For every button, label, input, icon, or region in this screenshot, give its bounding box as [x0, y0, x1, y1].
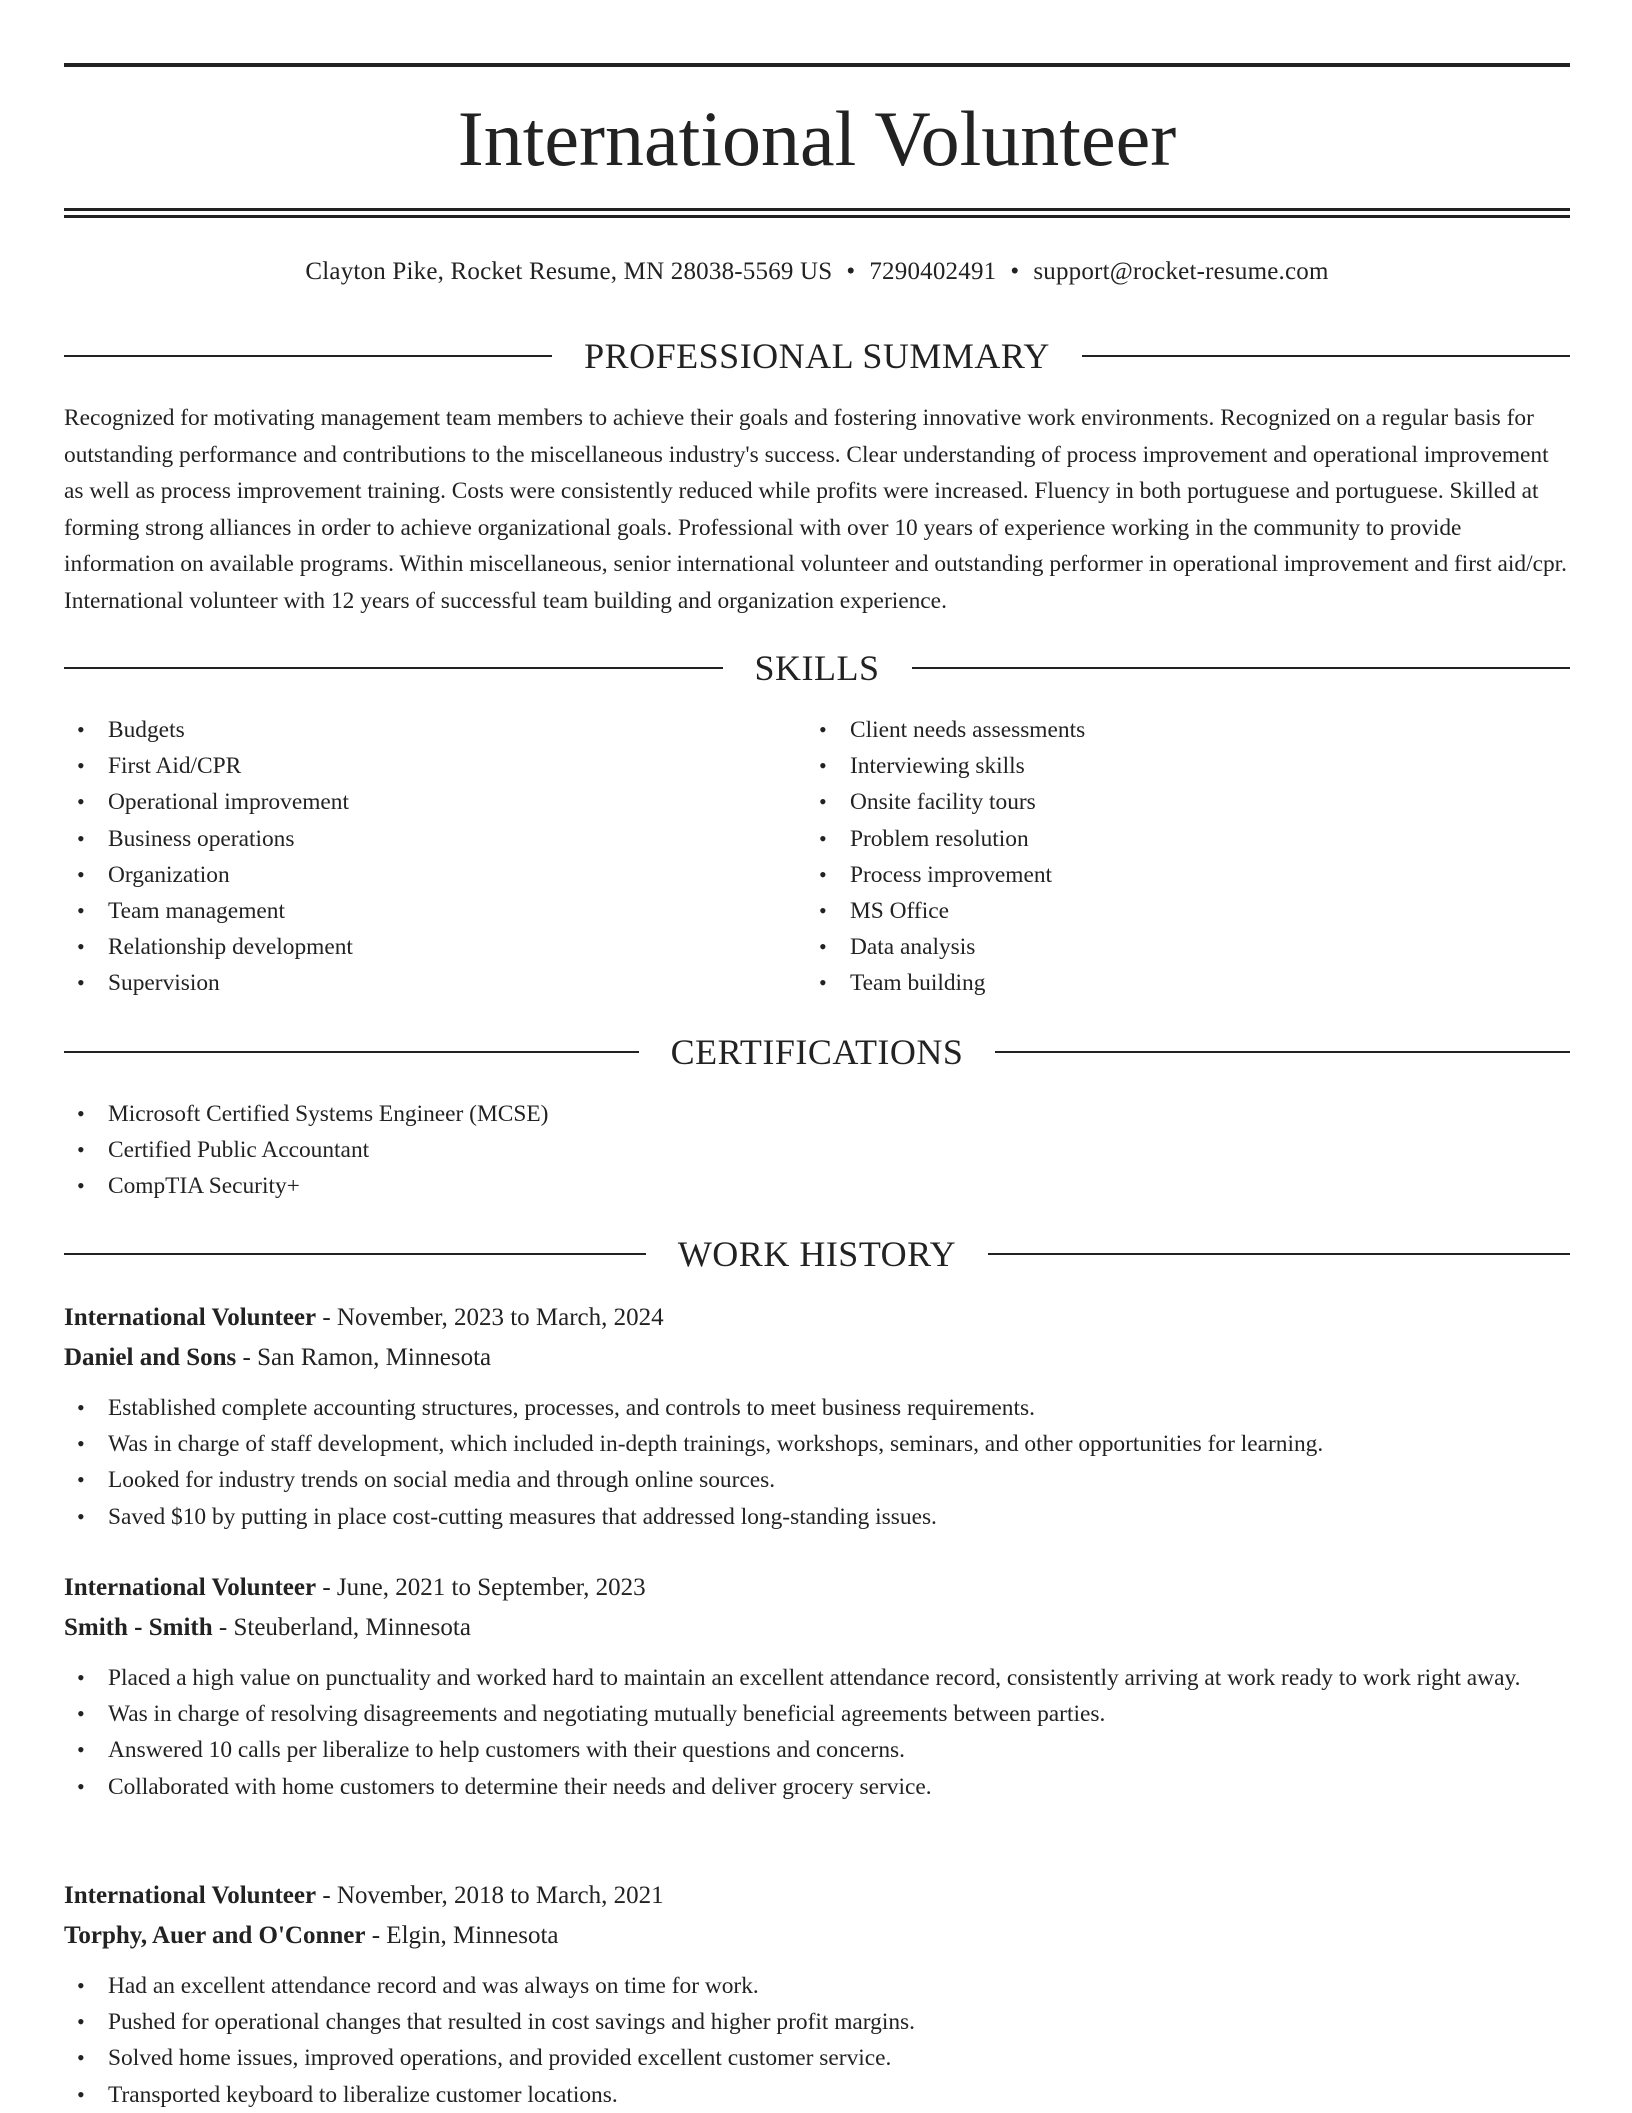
skills-list-left: [64, 712, 806, 1002]
skill-item: • MS Office: [806, 893, 1548, 929]
skill-item: • Operational improvement: [64, 784, 806, 820]
skills-heading: [64, 648, 1570, 688]
job-entry: [64, 1298, 1570, 1535]
summary-text: Recognized for motivating management team members to achieve their goals and fostering innovative work environments. Recognized on a regular basis for outstanding performance and contributions to the miscellaneous industry's success. Clear understanding of process improvement and operational improvement as well as process improvement training. Costs were consistently reduced while profits were increased. Fluency in both portuguese and portuguese. Skilled at forming strong alliances in order to achieve organizational goals. Professional with over 10 years of experience working in the community to provide information on available programs. Within miscellaneous, senior international volunteer and outstanding performer in operational improvement and first aid/cpr. International volunteer with 12 years of successful team building and organization experience.: [64, 405, 1568, 614]
skill-item: • Business operations: [64, 821, 806, 857]
heading-rule-left: [64, 1253, 646, 1255]
skills-list-right: [806, 712, 1548, 1002]
job-role-line: [64, 1298, 1570, 1338]
job-bullet: • Solved home issues, improved operations, and provided excellent customer service.: [64, 2040, 1570, 2076]
work-history-heading-label: WORK HISTORY: [677, 1234, 957, 1274]
job-bullet: • Was in charge of staff development, which included in-depth trainings, workshops, seminars, and other opportunities for learning.: [64, 1426, 1570, 1462]
skill-item: • Budgets: [64, 712, 806, 748]
contact-line: [64, 254, 1570, 290]
job-location: - San Ramon, Minnesota: [236, 1344, 492, 1371]
contact-address: Clayton Pike, Rocket Resume, MN 28038-5569 US: [305, 258, 833, 285]
top-rule: [64, 63, 1570, 67]
heading-rule-left: [64, 667, 723, 669]
work-history-heading: [64, 1234, 1570, 1274]
heading-rule-left: [64, 1051, 639, 1053]
job-location: - Elgin, Minnesota: [365, 1922, 559, 1949]
skill-item: • Data analysis: [806, 929, 1548, 965]
job-entry: [64, 1568, 1570, 1805]
job-company-line: [64, 1916, 1570, 1956]
skill-item: • Client needs assessments: [806, 712, 1548, 748]
job-title: International Volunteer: [64, 1304, 317, 1331]
certifications-heading: [64, 1032, 1570, 1072]
contact-phone: 7290402491: [869, 258, 997, 285]
summary-heading-label: PROFESSIONAL SUMMARY: [584, 336, 1050, 376]
contact-separator: •: [846, 258, 856, 285]
certification-item: • CompTIA Security+: [64, 1168, 1570, 1204]
job-bullets: [64, 1968, 1570, 2113]
heading-rule-right: [1082, 355, 1570, 357]
skill-item: • Team management: [64, 893, 806, 929]
heading-rule-right: [912, 667, 1571, 669]
job-company-line: [64, 1338, 1570, 1378]
contact-email: support@rocket-resume.com: [1033, 258, 1329, 285]
job-bullet: • Placed a high value on punctuality and worked hard to maintain an excellent attendance record, consistently arriving at work ready to work right away.: [64, 1660, 1570, 1696]
skill-item: • Team building: [806, 965, 1548, 1001]
job-bullet: • Looked for industry trends on social media and through online sources.: [64, 1462, 1570, 1498]
certifications-list: [64, 1096, 1570, 1205]
job-entry: [64, 1876, 1570, 2113]
job-bullets: [64, 1660, 1570, 1805]
heading-rule-left: [64, 355, 552, 357]
skill-item: • Organization: [64, 857, 806, 893]
job-bullet: • Was in charge of resolving disagreements and negotiating mutually beneficial agreements between parties.: [64, 1696, 1570, 1732]
job-bullet: • Established complete accounting structures, processes, and controls to meet business requirements.: [64, 1390, 1570, 1426]
summary-heading: [64, 336, 1570, 376]
job-bullet: • Transported keyboard to liberalize customer locations.: [64, 2077, 1570, 2113]
job-role-line: [64, 1568, 1570, 1608]
skill-item: • Onsite facility tours: [806, 784, 1548, 820]
skill-item: • Problem resolution: [806, 821, 1548, 857]
job-company: Daniel and Sons: [64, 1344, 237, 1371]
job-location: - Steuberland, Minnesota: [212, 1614, 471, 1641]
job-bullet: • Collaborated with home customers to determine their needs and deliver grocery service.: [64, 1769, 1570, 1805]
job-company: Smith - Smith: [64, 1614, 213, 1641]
heading-rule-right: [995, 1051, 1570, 1053]
skill-item: • Relationship development: [64, 929, 806, 965]
skill-item: • First Aid/CPR: [64, 748, 806, 784]
certifications-heading-label: CERTIFICATIONS: [670, 1032, 964, 1072]
job-dates: - November, 2018 to March, 2021: [316, 1882, 664, 1909]
skill-item: • Interviewing skills: [806, 748, 1548, 784]
job-dates: - June, 2021 to September, 2023: [316, 1574, 646, 1601]
certification-item: • Microsoft Certified Systems Engineer (MCSE): [64, 1096, 1570, 1132]
job-role-line: [64, 1876, 1570, 1916]
job-company: Torphy, Auer and O'Conner: [64, 1922, 366, 1949]
certification-item: • Certified Public Accountant: [64, 1132, 1570, 1168]
contact-separator: •: [1010, 258, 1020, 285]
job-dates: - November, 2023 to March, 2024: [316, 1304, 664, 1331]
skill-item: • Process improvement: [806, 857, 1548, 893]
title-double-rule: [64, 208, 1570, 218]
resume-title: International Volunteer: [457, 95, 1177, 182]
skills-heading-label: SKILLS: [754, 648, 880, 688]
skill-item: • Supervision: [64, 965, 806, 1001]
job-bullets: [64, 1390, 1570, 1535]
job-bullet: • Answered 10 calls per liberalize to help customers with their questions and concerns.: [64, 1732, 1570, 1768]
heading-rule-right: [988, 1253, 1570, 1255]
job-company-line: [64, 1608, 1570, 1648]
job-title: International Volunteer: [64, 1574, 317, 1601]
job-bullet: • Pushed for operational changes that resulted in cost savings and higher profit margins.: [64, 2004, 1570, 2040]
job-bullet: • Saved $10 by putting in place cost-cutting measures that addressed long-standing issues.: [64, 1499, 1570, 1535]
job-bullet: • Had an excellent attendance record and was always on time for work.: [64, 1968, 1570, 2004]
job-title: International Volunteer: [64, 1882, 317, 1909]
